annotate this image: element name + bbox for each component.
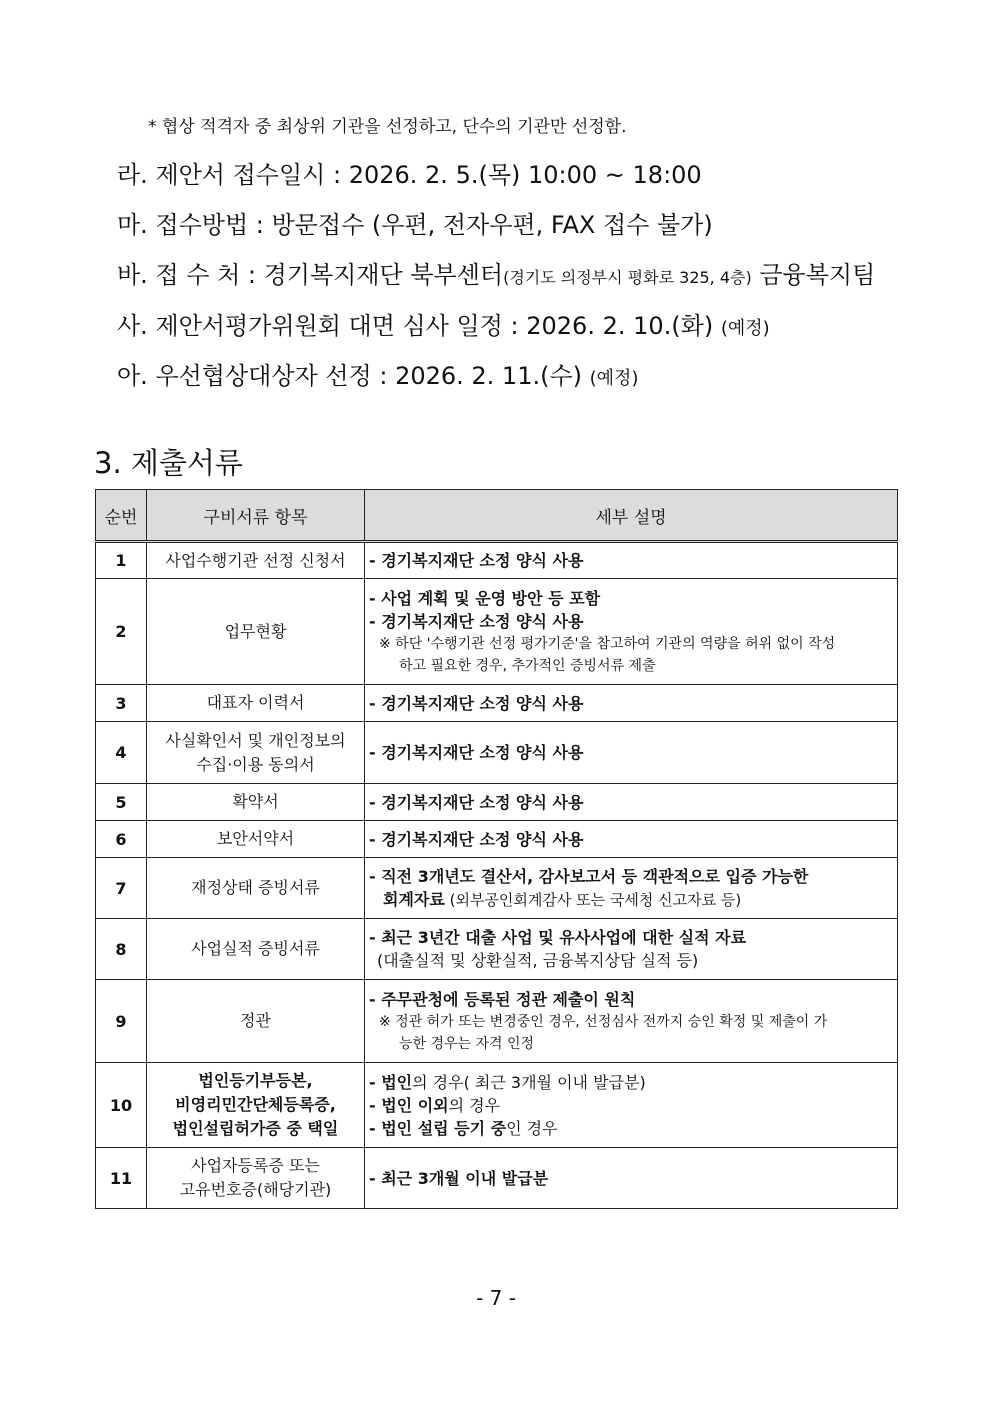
- page-number: - 7 -: [476, 1286, 516, 1310]
- table-row: [96, 1063, 898, 1148]
- desc-line: - 사업 계획 및 운영 방안 등 포함: [369, 588, 601, 608]
- item-line: 비영리민간단체등록증,: [175, 1095, 336, 1114]
- desc-bold: - 법인 이외: [369, 1095, 449, 1115]
- table-row: [96, 722, 898, 784]
- item-line: 법인등기부등본,: [198, 1071, 313, 1090]
- remark: [369, 633, 897, 677]
- row-desc: [365, 784, 898, 821]
- table-header-row: [96, 490, 898, 542]
- row-item: 대표자 이력서: [147, 685, 365, 722]
- row-num: 2: [96, 579, 147, 685]
- table-row: [96, 784, 898, 821]
- desc-normal: (외부공인회계감사 또는 국세청 신고자료 등): [444, 890, 742, 909]
- row-desc: [365, 722, 898, 784]
- remark-line: ※ 하단 '수행기관 선정 평가기준'을 참고하여 기관의 역량을 허위 없이 작성: [379, 635, 836, 652]
- remark-line: 능한 경우는 자격 인정: [399, 1035, 535, 1052]
- row-num: 10: [96, 1063, 147, 1148]
- item-a-note: (예정): [589, 368, 639, 389]
- row-desc: [365, 542, 898, 579]
- row-item: 사업수행기관 선정 신청서: [147, 542, 365, 579]
- row-item: 정관: [147, 980, 365, 1063]
- item-sa: [117, 306, 770, 341]
- item-sa-main: 사. 제안서평가위원회 대면 심사 일정 : 2026. 2. 10.(화): [117, 312, 721, 340]
- desc-line: - 경기복지재단 소정 양식 사용: [369, 693, 584, 713]
- desc-line: - 경기복지재단 소정 양식 사용: [369, 792, 584, 812]
- table-row: [96, 1148, 898, 1209]
- row-num: 11: [96, 1148, 147, 1209]
- desc-line: - 경기복지재단 소정 양식 사용: [369, 743, 584, 762]
- item-ma: 마. 접수방법 : 방문접수 (우편, 전자우편, FAX 접수 불가): [117, 211, 713, 239]
- documents-table: [95, 489, 898, 1209]
- row-item: [147, 722, 365, 784]
- remark: [369, 1011, 897, 1055]
- row-item: 사업실적 증빙서류: [147, 919, 365, 980]
- item-ba-team: 금융복지팀: [751, 261, 876, 289]
- row-item: 확약서: [147, 784, 365, 821]
- row-num: 9: [96, 980, 147, 1063]
- desc-line: - 주무관청에 등록된 정관 제출이 원칙: [369, 989, 636, 1009]
- row-desc: [365, 821, 898, 858]
- item-line: 법인설립허가증 중 택일: [172, 1119, 339, 1138]
- row-num: 6: [96, 821, 147, 858]
- desc-line: - 최근 3개월 이내 발급분: [369, 1168, 549, 1188]
- row-desc: [365, 858, 898, 919]
- row-num: 4: [96, 722, 147, 784]
- row-item: [147, 1148, 365, 1209]
- item-line: 수집·이용 동의서: [196, 754, 315, 774]
- row-desc: [365, 919, 898, 980]
- desc-line: [369, 1071, 897, 1094]
- desc-line: [369, 1117, 897, 1140]
- row-item: 재정상태 증빙서류: [147, 858, 365, 919]
- desc-line: (대출실적 및 상환실적, 금융복지상담 실적 등): [377, 951, 699, 970]
- row-item: 보안서약서: [147, 821, 365, 858]
- item-sa-note: (예정): [720, 318, 770, 339]
- desc-bold: 회계자료: [383, 889, 445, 909]
- row-desc: [365, 980, 898, 1063]
- item-a: [117, 356, 638, 391]
- row-num: 1: [96, 542, 147, 579]
- desc-normal: 인 경우: [506, 1118, 558, 1138]
- row-num: 8: [96, 919, 147, 980]
- row-desc: [365, 685, 898, 722]
- item-line: 사업자등록증 또는: [191, 1156, 320, 1175]
- remark-line: 하고 필요한 경우, 추가적인 증빙서류 제출: [399, 657, 656, 674]
- header-desc: 세부 설명: [365, 490, 898, 542]
- row-item: 업무현황: [147, 579, 365, 685]
- item-ba-main: 바. 접 수 처 : 경기복지재단 북부센터: [117, 261, 504, 289]
- table-row: [96, 919, 898, 980]
- table-row: [96, 542, 898, 579]
- row-desc: [365, 1148, 898, 1209]
- desc-normal: 의 경우: [448, 1095, 501, 1115]
- row-desc: [365, 579, 898, 685]
- row-num: 3: [96, 685, 147, 722]
- table-row: [96, 685, 898, 722]
- desc-line: - 최근 3년간 대출 사업 및 유사사업에 대한 실적 자료: [369, 928, 747, 947]
- desc-normal: 의 경우( 최근 3개월 이내 발급분): [412, 1072, 646, 1092]
- desc-line: [369, 888, 897, 912]
- header-num: 순번: [96, 490, 147, 542]
- item-a-main: 아. 우선협상대상자 선정 : 2026. 2. 11.(수): [117, 362, 590, 390]
- desc-line: [369, 1094, 897, 1117]
- desc-line: - 경기복지재단 소정 양식 사용: [369, 829, 584, 849]
- section-title: 3. 제출서류: [94, 446, 243, 480]
- desc-line: - 직전 3개년도 결산서, 감사보고서 등 객관적으로 입증 가능한: [369, 866, 809, 886]
- desc-bold: - 법인: [369, 1072, 413, 1092]
- row-num: 7: [96, 858, 147, 919]
- item-ba-address: (경기도 의정부시 평화로 325, 4층): [503, 268, 752, 287]
- table-row: [96, 821, 898, 858]
- item-ra: 라. 제안서 접수일시 : 2026. 2. 5.(목) 10:00 ~ 18:00: [117, 161, 702, 189]
- row-desc: [365, 1063, 898, 1148]
- item-line: 고유번호증(해당기관): [179, 1180, 332, 1199]
- table-row: [96, 980, 898, 1063]
- remark-line: ※ 정관 허가 또는 변경중인 경우, 선정심사 전까지 승인 확정 및 제출이 가: [379, 1013, 828, 1030]
- desc-line: - 경기복지재단 소정 양식 사용: [369, 551, 584, 570]
- item-ba: [117, 255, 875, 290]
- note-text: * 협상 적격자 중 최상위 기관을 선정하고, 단수의 기관만 선정함.: [148, 117, 627, 137]
- desc-bold: - 법인 설립 등기 중: [369, 1118, 507, 1138]
- header-item: 구비서류 항목: [147, 490, 365, 542]
- desc-line: - 경기복지재단 소정 양식 사용: [369, 611, 584, 631]
- table-row: [96, 858, 898, 919]
- row-num: 5: [96, 784, 147, 821]
- item-line: 사실확인서 및 개인정보의: [165, 730, 346, 750]
- row-item: [147, 1063, 365, 1148]
- table-row: [96, 579, 898, 685]
